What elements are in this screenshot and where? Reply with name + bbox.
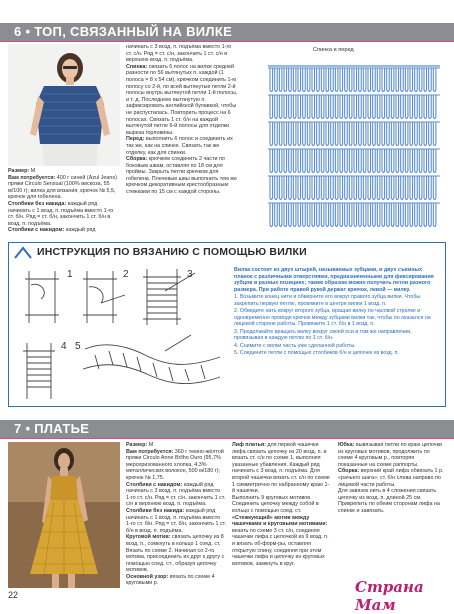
diagram-loop — [345, 122, 348, 146]
instructions-text: Вилка состоит из двух штырей, называемых зубцами, и двух съемных планок с различными отверстиями, предназначенными для фиксирования зубцов в разных позициях; таким образом можно получать петли разного размера. При работе правой рукой держат крючок, левой — вилку. 1. Возьмите конец нити и обверните его вокруг правого зубца вилки. Чтобы закрепить первую петлю, провяжите в центре вилки 1 возд. п. 2. Обведите нить вокруг второго зубца, вращая вилку по часовой стрелке и одновременно проводя крючок между зубцами вилки так, чтобы он оказался на лицевой стороне работы. Провяжите 1 ст. б/н в 1 возд. п. 3. Продолжайте вращать вилку вокруг своей оси в том же направлении, провязывая в каждую петлю по 1 ст. б/н. 4. Снимите с вилки часть уже сделанной работы. 5. Соедините петли с помощью столбиков б/н и цепочек из возд. п. — [234, 267, 439, 358]
diagram-loop — [298, 122, 301, 146]
diagram-loop — [279, 95, 282, 119]
diagram-loop — [298, 149, 301, 173]
section6-middle-text: начинать с 3 возд. п. подъёма вместо 1-го ст. с/н. Ряд = ст. с/н, закончить 1 ст. с/н в верхнюю возд. п. подъёма. Спинка: связать 6 полос на вилке средней разности по 56 вытянутых п. каждой (1 полоса = 8 х 54 см), крючком соединить 1-ю полосу со 2-й, по всей вытянутые петли 2-й полосы внутрь вытянутой петли 1-й полосы, и т. д. Последнюю вытянутую п. зафиксировать английской булавкой, чтобы не распустилась. Повторить процесс на 6 полосах. Связать 1 ст. б/н на каждой вытянутой петле 6-й полосы для отделки выреза горловины. Перед: выполнить 6 полос и соединить их так же, как на спинке. Связать так же отделку, как для спинки. Сборка: крючком соединить 2 части по боковым швам, оставляя по 18 см для проймы. Закрыть петли крючком для гобелена. Плечевые швы выполнить тем же крючком декоративным крестообразным стежками по 15 см с каждой стороны. — [126, 44, 238, 196]
diagram-loop — [363, 203, 366, 227]
diagram-loop — [289, 122, 292, 146]
diagram-loop — [359, 176, 362, 200]
diagram-loop — [391, 122, 394, 146]
section6-left-text: Размер: М Вам потребуется: 400 г синей (Azul Jeans) пряжи Circulo Sensual (100% вискоза, 55 м/100 г); вилка для вязания, крючок № 5,5, крючок для гобелена. Столбики без накида: каждый ряд начинать с 1 возд. п. подъёма вместо 1-го ст. б/н. Ряд = ст. б/н, закончить 1 ст. б/н в возд. п. подъёма. Столбики с накидом: каждый ряд — [8, 168, 117, 234]
diagram-loop — [359, 95, 362, 119]
diagram-loop — [270, 149, 273, 173]
site-logo: Страна Мам — [355, 578, 424, 614]
diagram-loop — [293, 149, 296, 173]
diagram-loop — [270, 203, 273, 227]
diagram-loop — [270, 176, 273, 200]
diagram-loop — [419, 203, 422, 227]
diagram-loop — [401, 95, 404, 119]
diagram-loop — [396, 68, 399, 92]
diagram-loop — [312, 122, 315, 146]
diagram-loop — [373, 176, 376, 200]
diagram-loop — [405, 122, 408, 146]
diagram-loop — [331, 122, 334, 146]
diagram-loop — [317, 122, 320, 146]
diagram-loop — [298, 203, 301, 227]
dress-model-photo — [8, 442, 120, 588]
diagram-loop — [331, 95, 334, 119]
diagram-loop — [298, 68, 301, 92]
instruction-step: 3. Продолжайте вращать вилку вокруг своей оси в том же направлении, провязывая в каждую петлю по 1 ст. б/н. — [234, 328, 412, 341]
diagram-loop — [289, 203, 292, 227]
section7-col1: Размер: М Вам потребуется: 360 г темно-жёлтой пряжи Circulo Anne Brilho Ouro (95,7% мерсеризованного хлопка, 4,3% металлических волокон, 500 м/180 г); крючок № 1,75. Столбики с накидом: каждый ряд начинать с 3 возд. п. подъёма вместо 1-го ст. с/н. Ряд = ст. с/н, закончить 1 ст. с/н в верхнюю возд. п. подъёма. Столбики без накида: каждый ряд начинать с 1 возд. п. подъёма вместо 1-го ст. б/н. Ряд = ст. б/н, закончить 1 ст. б/н в возд. п. подъёма. Круговой мотив: связать цепочку из 8 возд. п., сомкнуть в кольцо 1 соед. ст. Вязать по схеме 2. Начиная со 2-го мотива, присоединить их друг к другу с помощью соед. ст., образуя цепочку мотивов. Основной узор: вязать по схеме 4 круговыми р. — [126, 442, 227, 587]
diagram-loop — [382, 95, 385, 119]
diagram-loop — [405, 68, 408, 92]
diagram-loop — [331, 149, 334, 173]
diagram-loop — [396, 122, 399, 146]
diagram-loop — [387, 176, 390, 200]
diagram-loop — [405, 203, 408, 227]
section7-title: 7 • ПЛАТЬЕ — [14, 421, 90, 436]
diagram-loop — [326, 203, 329, 227]
figure-number-2: 2 — [123, 269, 129, 280]
diagram-loop — [340, 122, 343, 146]
diagram-loop — [354, 149, 357, 173]
diagram-loop — [433, 95, 436, 119]
diagram-loop — [354, 203, 357, 227]
diagram-loop — [419, 122, 422, 146]
diagram-loop — [345, 149, 348, 173]
figure-number-3: 3 — [187, 269, 193, 280]
diagram-loop — [317, 176, 320, 200]
diagram-loop — [303, 68, 306, 92]
diagram-loop — [382, 122, 385, 146]
diagram-loop — [293, 203, 296, 227]
diagram-loop — [331, 176, 334, 200]
diagram-loop — [373, 95, 376, 119]
diagram-loop — [335, 68, 338, 92]
diagram-loop — [368, 149, 371, 173]
diagram-loop — [363, 122, 366, 146]
diagram-loop — [349, 68, 352, 92]
diagram-loop — [307, 203, 310, 227]
diagram-loop — [321, 122, 324, 146]
diagram-loop — [387, 149, 390, 173]
diagram-loop — [401, 122, 404, 146]
diagram-caption: Спинка и перед — [313, 47, 354, 53]
top-model-photo — [8, 44, 120, 166]
diagram-loop — [326, 176, 329, 200]
diagram-loop — [340, 95, 343, 119]
diagram-loop — [424, 122, 427, 146]
diagram-loop — [433, 122, 436, 146]
diagram-loop — [331, 68, 334, 92]
diagram-loop — [317, 68, 320, 92]
diagram-loop — [289, 68, 292, 92]
diagram-loop — [410, 176, 413, 200]
diagram-loop — [429, 176, 432, 200]
diagram-loop — [303, 176, 306, 200]
diagram-loop — [275, 149, 278, 173]
diagram-loop — [298, 176, 301, 200]
diagram-loop — [373, 68, 376, 92]
diagram-loop — [307, 95, 310, 119]
diagram-loop — [335, 95, 338, 119]
diagram-loop — [415, 176, 418, 200]
diagram-loop — [312, 68, 315, 92]
instruction-step: 1. Возьмите конец нити и обверните его вокруг правого зубца вилки. Чтобы закрепить первую петлю, провяжите в центре вилки 1 возд. п. — [234, 294, 421, 307]
diagram-loop — [429, 95, 432, 119]
diagram-loop — [410, 149, 413, 173]
diagram-loop — [396, 176, 399, 200]
diagram-loop — [340, 176, 343, 200]
diagram-loop — [368, 176, 371, 200]
diagram-loop — [284, 203, 287, 227]
diagram-loop — [391, 149, 394, 173]
diagram-loop — [401, 203, 404, 227]
diagram-loop — [419, 176, 422, 200]
diagram-loop — [354, 176, 357, 200]
diagram-loop — [340, 149, 343, 173]
diagram-loop — [373, 149, 376, 173]
diagram-loop — [377, 203, 380, 227]
diagram-loop — [387, 203, 390, 227]
diagram-loop — [335, 176, 338, 200]
diagram-loop — [359, 122, 362, 146]
diagram-loop — [415, 203, 418, 227]
diagram-loop — [303, 122, 306, 146]
diagram-loop — [326, 122, 329, 146]
diagram-loop — [387, 122, 390, 146]
diagram-loop — [368, 68, 371, 92]
diagram-loop — [433, 176, 436, 200]
diagram-loop — [377, 176, 380, 200]
diagram-loop — [275, 203, 278, 227]
diagram-loop — [340, 68, 343, 92]
section6-title: 6 • ТОП, СВЯЗАННЫЙ НА ВИЛКЕ — [14, 24, 233, 39]
diagram-loop — [345, 176, 348, 200]
diagram-loop — [303, 95, 306, 119]
diagram-loop — [321, 68, 324, 92]
diagram-loop — [401, 68, 404, 92]
diagram-loop — [317, 203, 320, 227]
diagram-loop — [307, 122, 310, 146]
diagram-loop — [424, 95, 427, 119]
diagram-loop — [275, 122, 278, 146]
diagram-loop — [354, 95, 357, 119]
section6-divider — [0, 41, 454, 42]
diagram-loop — [415, 149, 418, 173]
diagram-loop — [424, 176, 427, 200]
back-front-diagram — [264, 60, 444, 235]
diagram-loop — [410, 68, 413, 92]
instruction-step: 4. Снимите с вилки часть уже сделанной работы. — [234, 342, 356, 349]
diagram-loop — [279, 122, 282, 146]
diagram-loop — [401, 176, 404, 200]
diagram-loop — [275, 68, 278, 92]
diagram-loop — [284, 95, 287, 119]
diagram-loop — [405, 95, 408, 119]
diagram-loop — [326, 95, 329, 119]
diagram-loop — [424, 203, 427, 227]
diagram-loop — [298, 95, 301, 119]
diagram-loop — [293, 176, 296, 200]
diagram-loop — [363, 149, 366, 173]
diagram-loop — [368, 95, 371, 119]
section7-col3: Юбка: вывязывая петли по краю цепочки из круговых мотивов, продолжить по схеме 4 круговым р., повторяя показанные на схеме раппорты. Сборка: верхний край лифа обвязать 1 р. «рачьего шага»: ст. б/н слева направо по лицевой части работы. Для завязок нить в 4 сложения связать цепочку из возд. п. длиной 25 см. Прикрепить по обеим сторонам лифа на спинке и завязать. — [338, 442, 444, 514]
diagram-loop — [429, 203, 432, 227]
diagram-loop — [429, 149, 432, 173]
diagram-loop — [433, 68, 436, 92]
diagram-loop — [275, 176, 278, 200]
diagram-loop — [321, 95, 324, 119]
diagram-loop — [391, 95, 394, 119]
diagram-loop — [387, 68, 390, 92]
diagram-loop — [377, 95, 380, 119]
diagram-loop — [415, 122, 418, 146]
diagram-loop — [284, 149, 287, 173]
diagram-loop — [289, 95, 292, 119]
diagram-loop — [363, 68, 366, 92]
diagram-loop — [429, 68, 432, 92]
diagram-loop — [312, 176, 315, 200]
diagram-loop — [368, 203, 371, 227]
diagram-loop — [391, 203, 394, 227]
diagram-loop — [401, 149, 404, 173]
diagram-loop — [270, 122, 273, 146]
diagram-loop — [317, 149, 320, 173]
diagram-loop — [303, 149, 306, 173]
diagram-loop — [429, 122, 432, 146]
diagram-loop — [345, 203, 348, 227]
diagram-loop — [377, 68, 380, 92]
diagram-loop — [410, 203, 413, 227]
figure-number-1: 1 — [67, 269, 73, 280]
diagram-loop — [363, 176, 366, 200]
instructions-corner-mark — [13, 246, 33, 260]
diagram-loop — [396, 149, 399, 173]
instructions-title: ИНСТРУКЦИЯ ПО ВЯЗАНИЮ С ПОМОЩЬЮ ВИЛКИ — [37, 246, 307, 258]
instructions-box — [8, 242, 446, 407]
diagram-loop — [359, 149, 362, 173]
diagram-loop — [419, 95, 422, 119]
diagram-loop — [433, 203, 436, 227]
diagram-loop — [284, 122, 287, 146]
figure-number-4: 4 — [61, 341, 67, 352]
diagram-loop — [405, 176, 408, 200]
diagram-loop — [284, 68, 287, 92]
diagram-loop — [321, 176, 324, 200]
diagram-loop — [391, 176, 394, 200]
diagram-loop — [335, 149, 338, 173]
diagram-loop — [433, 149, 436, 173]
diagram-loop — [293, 122, 296, 146]
diagram-loop — [312, 149, 315, 173]
diagram-loop — [419, 149, 422, 173]
diagram-loop — [424, 149, 427, 173]
diagram-loop — [335, 122, 338, 146]
diagram-loop — [321, 149, 324, 173]
diagram-loop — [270, 95, 273, 119]
section7-header — [0, 420, 454, 438]
diagram-loop — [349, 149, 352, 173]
diagram-loop — [349, 176, 352, 200]
diagram-loop — [405, 149, 408, 173]
diagram-loop — [415, 95, 418, 119]
diagram-loop — [354, 68, 357, 92]
diagram-loop — [326, 68, 329, 92]
diagram-loop — [275, 95, 278, 119]
diagram-loop — [359, 203, 362, 227]
diagram-loop — [284, 176, 287, 200]
diagram-loop — [279, 176, 282, 200]
diagram-loop — [279, 149, 282, 173]
diagram-loop — [354, 122, 357, 146]
diagram-loop — [279, 68, 282, 92]
diagram-loop — [289, 176, 292, 200]
section6-header — [0, 23, 454, 41]
diagram-loop — [317, 95, 320, 119]
diagram-loop — [279, 203, 282, 227]
diagram-loop — [349, 203, 352, 227]
diagram-loop — [424, 68, 427, 92]
instructions-figures — [15, 265, 230, 403]
diagram-loop — [382, 203, 385, 227]
diagram-loop — [312, 95, 315, 119]
diagram-loop — [410, 122, 413, 146]
diagram-loop — [307, 149, 310, 173]
diagram-loop — [289, 149, 292, 173]
diagram-loop — [312, 203, 315, 227]
diagram-loop — [377, 122, 380, 146]
diagram-loop — [368, 122, 371, 146]
diagram-loop — [307, 176, 310, 200]
diagram-loop — [340, 203, 343, 227]
diagram-loop — [303, 203, 306, 227]
diagram-loop — [349, 122, 352, 146]
section7-divider — [0, 438, 454, 439]
diagram-loop — [307, 68, 310, 92]
diagram-loop — [373, 122, 376, 146]
diagram-loop — [321, 203, 324, 227]
diagram-loop — [382, 68, 385, 92]
diagram-loop — [410, 95, 413, 119]
diagram-loop — [326, 149, 329, 173]
diagram-loop — [382, 176, 385, 200]
diagram-loop — [419, 68, 422, 92]
diagram-loop — [415, 68, 418, 92]
diagram-loop — [387, 95, 390, 119]
diagram-loop — [335, 203, 338, 227]
diagram-loop — [363, 95, 366, 119]
figure-number-5: 5 — [75, 341, 81, 352]
diagram-loop — [396, 95, 399, 119]
diagram-loop — [359, 68, 362, 92]
page-number: 22 — [8, 590, 19, 600]
diagram-loop — [270, 68, 273, 92]
diagram-loop — [345, 68, 348, 92]
diagram-loop — [373, 203, 376, 227]
diagram-loop — [345, 95, 348, 119]
section7-col2: Лиф платья: для первой чашечки лифа связать цепочку из 20 возд. п. и вязать ст. с/н по схеме 1, выполняя указанные убавления. Каждый ряд начинать с 3 возд. п. подъёма. Для второй чашечки вязать ст. с/н по схеме 1 симметрично по набранному краю 1-й чашечки. Выполнить 9 круговых мотивов. Соединить цепочку между собой в кольцо с помощью соед. ст. «Стежкующий» мотив между чашечками и круговыми мотивами: вязать по схеме 3 ст. с/н, соединяя чашечки лифа с цепочкой из 9 возд. п. и вязать об-форм-ры, оставляя открытую спину, соединяя при этом чашечки лифа и цепочку из круговых мотивов, замкнуть в круг. — [232, 442, 330, 567]
diagram-loop — [396, 203, 399, 227]
instruction-step: 5. Соедините петли с помощью столбиков б/н и цепочек из возд. п. — [234, 350, 399, 356]
diagram-loop — [382, 149, 385, 173]
diagram-loop — [391, 68, 394, 92]
diagram-loop — [293, 95, 296, 119]
diagram-loop — [293, 68, 296, 92]
diagram-loop — [349, 95, 352, 119]
diagram-loop — [331, 203, 334, 227]
diagram-loop — [377, 149, 380, 173]
instruction-step: 2. Обведите нить вокруг второго зубца, вращая вилку по часовой стрелке и одновременно проводя крючок между зубцами вилки так, чтобы он оказался на лицевой стороне работы. Провяжите 1 ст. б/н в 1 возд. п. — [234, 308, 431, 327]
